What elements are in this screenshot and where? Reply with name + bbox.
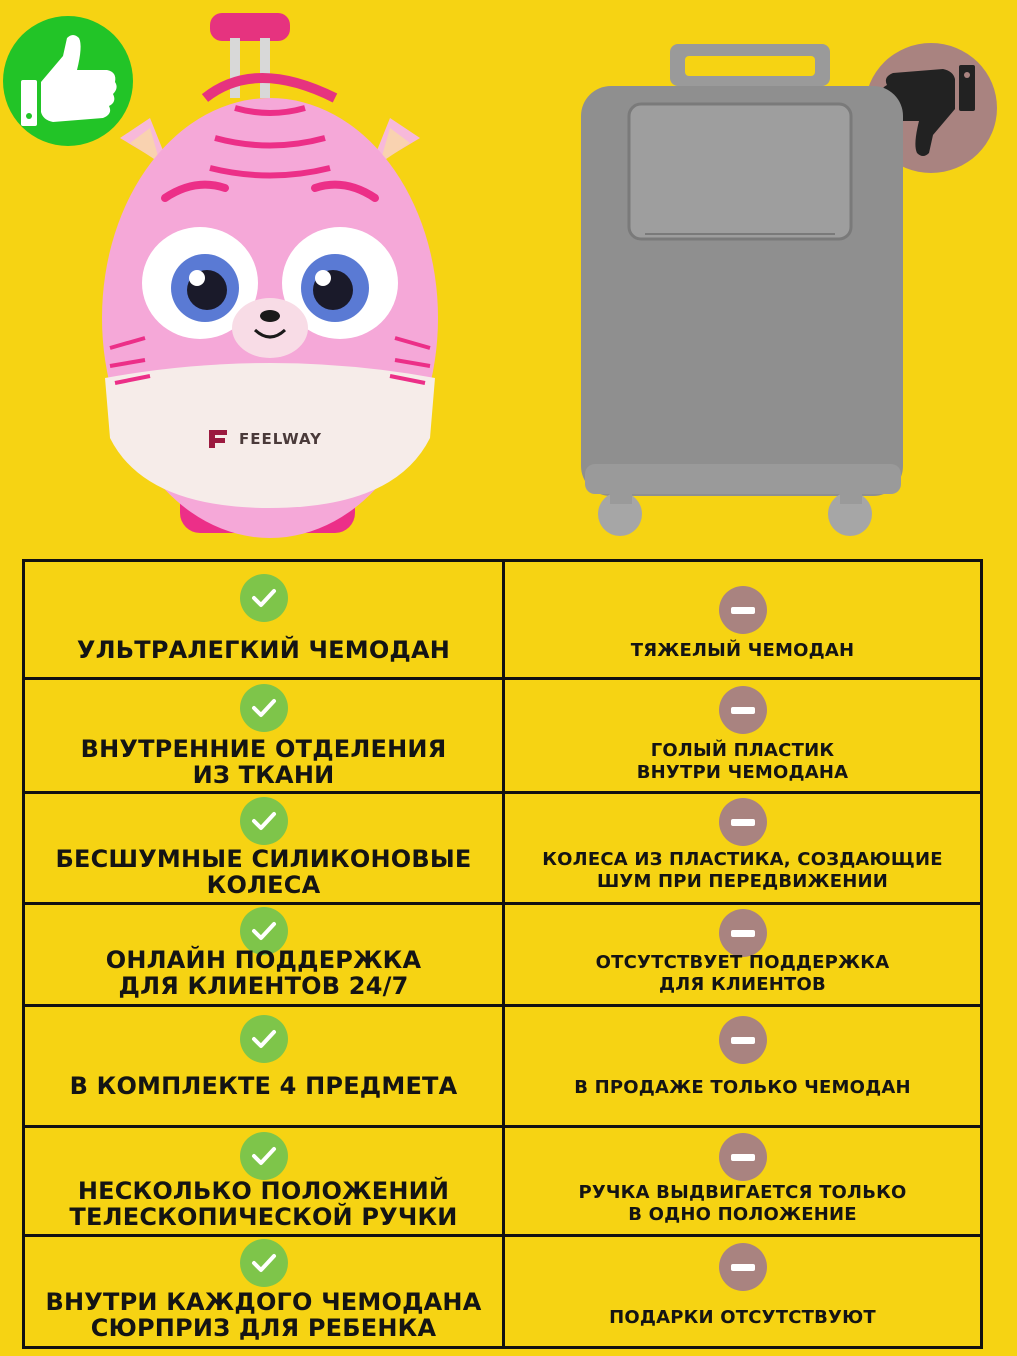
- con-text: ГОЛЫЙ ПЛАСТИК ВНУТРИ ЧЕМОДАНА: [636, 740, 849, 783]
- pro-text: ВНУТРИ КАЖДОГО ЧЕМОДАНА СЮРПРИЗ ДЛЯ РЕБЕНКА: [45, 1288, 482, 1342]
- con-cell: [505, 562, 980, 677]
- con-text: ПОДАРКИ ОТСУТСТВУЮТ: [609, 1307, 876, 1328]
- con-cell: [505, 1007, 980, 1125]
- pro-cell: [25, 905, 505, 1004]
- feelway-logo: [205, 426, 322, 452]
- check-icon: [240, 1015, 288, 1063]
- feelway-brand-text: FEELWAY: [239, 430, 323, 448]
- check-icon: [240, 574, 288, 622]
- table-row: [25, 1128, 980, 1237]
- pro-text: В КОМПЛЕКТЕ 4 ПРЕДМЕТА: [69, 1072, 458, 1100]
- table-row: [25, 905, 980, 1007]
- con-text: ОТСУТСТВУЕТ ПОДДЕРЖКА ДЛЯ КЛИЕНТОВ: [595, 952, 890, 995]
- pro-text: ОНЛАЙН ПОДДЕРЖКА ДЛЯ КЛИЕНТОВ 24/7: [105, 946, 422, 1000]
- minus-icon: [719, 586, 767, 634]
- pro-text: НЕСКОЛЬКО ПОЛОЖЕНИЙ ТЕЛЕСКОПИЧЕСКОЙ РУЧКИ: [69, 1177, 458, 1231]
- con-cell: [505, 1128, 980, 1234]
- con-text: ТЯЖЕЛЫЙ ЧЕМОДАН: [630, 640, 855, 661]
- minus-icon: [719, 686, 767, 734]
- minus-icon: [719, 798, 767, 846]
- check-icon: [240, 797, 288, 845]
- minus-icon: [719, 909, 767, 957]
- pro-cell: [25, 1237, 505, 1346]
- pro-cell: [25, 1128, 505, 1234]
- con-text: КОЛЕСА ИЗ ПЛАСТИКА, СОЗДАЮЩИЕ ШУМ ПРИ ПЕРЕДВИЖЕНИИ: [542, 849, 943, 892]
- table-row: [25, 562, 980, 680]
- table-row: [25, 794, 980, 905]
- con-cell: [505, 680, 980, 791]
- con-text: РУЧКА ВЫДВИГАЕТСЯ ТОЛЬКО В ОДНО ПОЛОЖЕНИЕ: [578, 1182, 907, 1225]
- con-cell: [505, 794, 980, 902]
- check-icon: [240, 1132, 288, 1180]
- pink-cat-suitcase: [95, 8, 445, 538]
- minus-icon: [719, 1016, 767, 1064]
- comparison-table: [22, 559, 983, 1349]
- gray-suitcase: [575, 44, 910, 544]
- pro-cell: [25, 562, 505, 677]
- con-cell: [505, 1237, 980, 1346]
- check-icon: [240, 1239, 288, 1287]
- check-icon: [240, 684, 288, 732]
- minus-icon: [719, 1243, 767, 1291]
- table-row: [25, 1007, 980, 1128]
- pro-cell: [25, 680, 505, 791]
- con-cell: [505, 905, 980, 1004]
- pro-cell: [25, 1007, 505, 1125]
- pro-text: БЕСШУМНЫЕ СИЛИКОНОВЫЕ КОЛЕСА: [55, 845, 472, 899]
- con-text: В ПРОДАЖЕ ТОЛЬКО ЧЕМОДАН: [574, 1077, 911, 1098]
- table-row: [25, 680, 980, 794]
- feelway-logo-icon: [205, 426, 231, 452]
- minus-icon: [719, 1133, 767, 1181]
- pro-cell: [25, 794, 505, 902]
- table-row: [25, 1237, 980, 1346]
- pro-text: ВНУТРЕННИЕ ОТДЕЛЕНИЯ ИЗ ТКАНИ: [80, 735, 447, 789]
- pro-text: УЛЬТРАЛЕГКИЙ ЧЕМОДАН: [76, 636, 451, 664]
